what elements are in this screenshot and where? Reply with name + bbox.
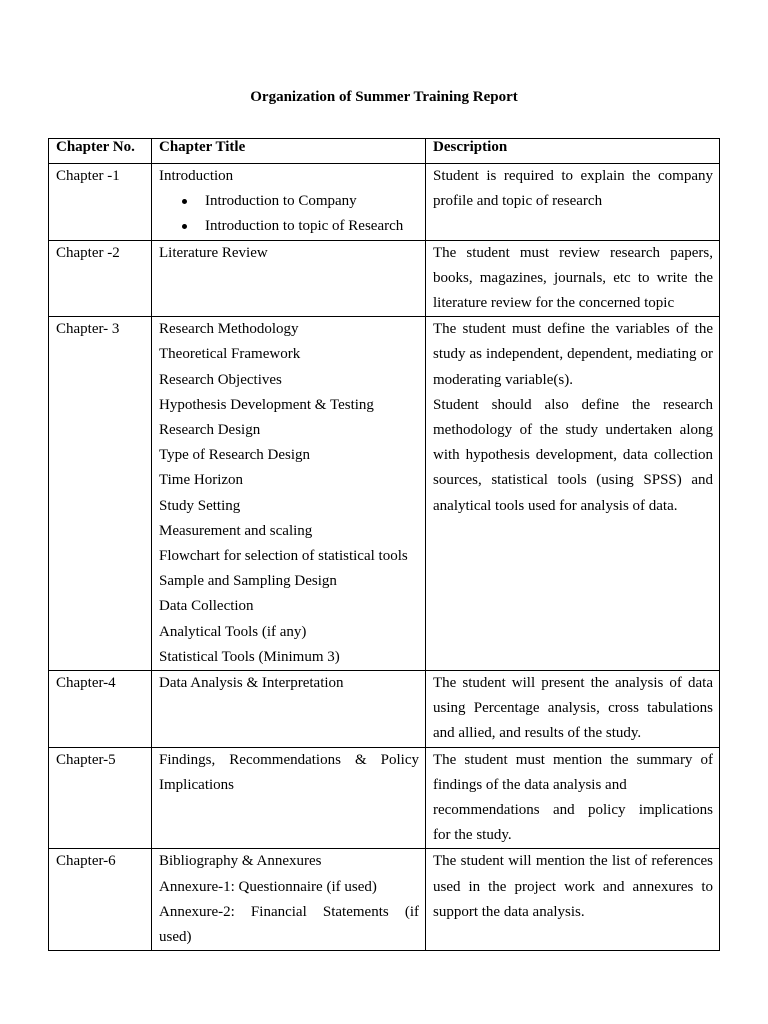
chapter-table — [48, 138, 720, 951]
chapter-title-line: Measurement and scaling — [159, 522, 313, 539]
header-description: Description — [426, 139, 720, 164]
chapter-title-line: Hypothesis Development & Testing — [159, 396, 374, 413]
chapter-number: Chapter -1 — [49, 164, 152, 241]
description-paragraph: The student must define the variables of the study as independent, dependent, mediating or moderating variable(s). — [433, 321, 713, 388]
chapter-title: Literature Review — [159, 244, 268, 261]
chapter-title-line: Time Horizon — [159, 472, 244, 489]
chapter-title-line: Theoretical Framework — [159, 346, 301, 363]
header-chapter-title: Chapter Title — [152, 139, 426, 164]
table-row-chapter-6 — [49, 849, 720, 951]
title-bullet-item: Introduction to Company — [159, 189, 419, 214]
chapter-title-cell — [152, 849, 426, 951]
chapter-title-cell — [152, 164, 426, 241]
chapter-title-line: Flowchart for selection of statistical tools — [159, 548, 408, 565]
table-row-chapter-1 — [49, 164, 720, 241]
description-paragraph: Student should also define the research methodology of the study undertaken along with hypothesis development, data collection sources, statistical tools (using SPSS) and analytical tools used for analysis of data. — [433, 396, 713, 514]
chapter-title-cell — [152, 317, 426, 671]
table-row-chapter-4 — [49, 671, 720, 748]
bullet-dot-icon — [182, 199, 187, 204]
chapter-title-line: Data Collection — [159, 598, 254, 615]
chapter-title-line: used) — [159, 929, 192, 946]
chapter-title-line: Analytical Tools (if any) — [159, 623, 307, 640]
chapter-number: Chapter-5 — [49, 747, 152, 849]
chapter-title: Data Analysis & Interpretation — [159, 675, 344, 692]
chapter-title-cell — [152, 240, 426, 317]
header-chapter-no: Chapter No. — [49, 139, 152, 164]
chapter-title-line: Research Objectives — [159, 371, 282, 388]
chapter-title-line: Research Methodology — [159, 321, 299, 338]
chapter-title-line: Annexure-2: Financial Statements (if — [159, 903, 419, 920]
chapter-title-line: Sample and Sampling Design — [159, 573, 337, 590]
chapter-title-line: Bibliography & Annexures — [159, 853, 322, 870]
chapter-number: Chapter -2 — [49, 240, 152, 317]
description-line: recommendations and policy implications — [433, 802, 713, 819]
chapter-title-line: Implications — [159, 776, 234, 793]
chapter-description: The student will present the analysis of data using Percentage analysis, cross tabulations and allied, and results of the study. — [426, 671, 720, 748]
page-title: Organization of Summer Training Report — [250, 89, 518, 105]
chapter-title-line: Type of Research Design — [159, 447, 310, 464]
description-line: for the study. — [433, 827, 512, 844]
title-bullet-item: Introduction to topic of Research — [159, 214, 419, 239]
chapter-description — [426, 747, 720, 849]
bullet-dot-icon — [182, 224, 187, 229]
chapter-title-line: Annexure-1: Questionnaire (if used) — [159, 878, 377, 895]
table-row-chapter-2 — [49, 240, 720, 317]
chapter-title: Introduction — [159, 168, 234, 184]
description-line: findings of the data analysis and — [433, 776, 627, 793]
table-row-chapter-5 — [49, 747, 720, 849]
title-bullet-list — [159, 189, 419, 239]
chapter-title-cell — [152, 671, 426, 748]
chapter-title-line: Study Setting — [159, 497, 241, 514]
chapter-description: The student must review research papers, books, magazines, journals, etc to write the literature review for the concerned topic — [426, 240, 720, 317]
chapter-description: The student will mention the list of references used in the project work and annexures to support the data analysis. — [426, 849, 720, 951]
chapter-description — [426, 317, 720, 671]
description-line: The student must mention the summary of — [433, 751, 713, 768]
chapter-title-line: Statistical Tools (Minimum 3) — [159, 648, 340, 665]
chapter-number: Chapter-6 — [49, 849, 152, 951]
chapter-description: Student is required to explain the company profile and topic of research — [426, 164, 720, 241]
table-row-chapter-3 — [49, 317, 720, 671]
chapter-title-cell — [152, 747, 426, 849]
chapter-title-line: Findings, Recommendations & Policy — [159, 751, 419, 768]
chapter-number: Chapter-4 — [49, 671, 152, 748]
chapter-number: Chapter- 3 — [49, 317, 152, 671]
table-header-row — [49, 139, 720, 164]
chapter-title-line: Research Design — [159, 422, 261, 439]
